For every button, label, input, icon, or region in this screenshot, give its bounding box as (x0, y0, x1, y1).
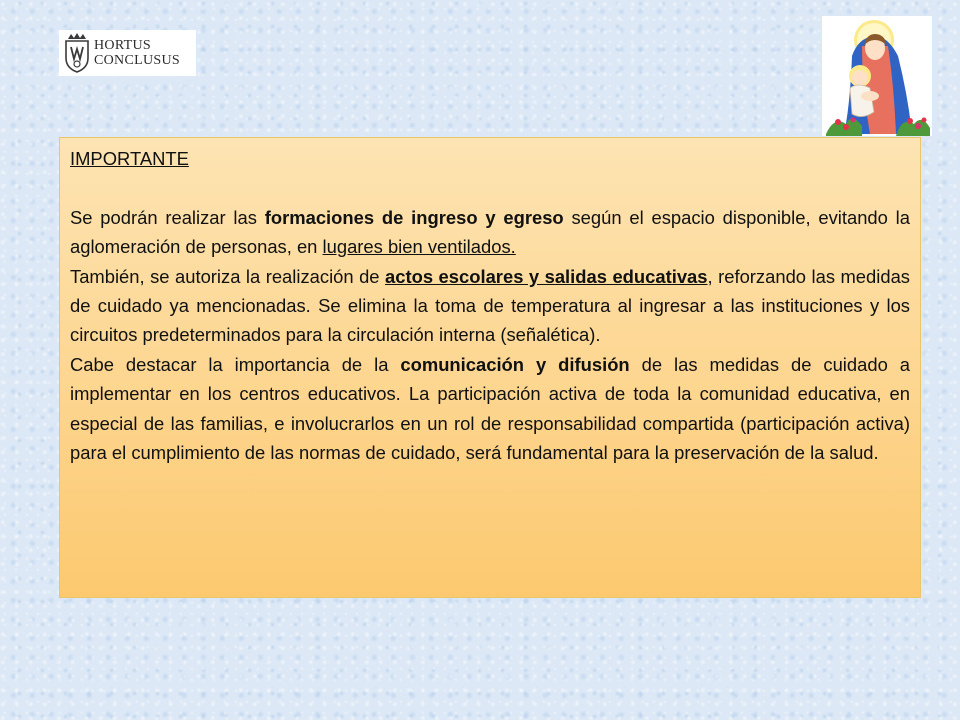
notice-heading: IMPORTANTE (70, 148, 189, 169)
p1-text-1: Se podrán realizar las (70, 206, 265, 228)
madonna-and-child-illustration (822, 16, 932, 136)
p1-bold-1: formaciones de ingreso y egreso (264, 206, 564, 228)
logo-line-2: CONCLUSUS (94, 53, 180, 68)
p3-bold-1: comunicación y difusión (400, 353, 630, 375)
p3-text-2: de las medidas de cuidado a implementar en los centros educativos. La participación activa de toda la comunidad educativa, en especial de las familias, e involucrarlos en un rol de responsabilidad compartida (participación activa) para el cumplimiento de las normas de cuidado, será fundamental para la preservación de la salud. (70, 353, 910, 464)
notice-paragraph-1 (70, 203, 910, 262)
crest-icon (62, 32, 92, 74)
p1-underline-1: lugares bien ventilados. (322, 236, 516, 258)
logo-line-1: HORTUS (94, 38, 151, 53)
important-notice-box (59, 137, 921, 598)
p3-text-1: Cabe destacar la importancia de la (70, 353, 401, 375)
p2-bold-underline-1: actos escolares y salidas educativas (385, 265, 708, 287)
hortus-conclusus-logo (59, 30, 196, 76)
p1-text-2: según el espacio disponible, evitando la aglomeración de personas, en (70, 206, 910, 258)
notice-paragraph-2 (70, 262, 910, 350)
notice-paragraph-3 (70, 350, 910, 468)
p2-text-1: También, se autoriza la realización de (70, 265, 386, 287)
logo-wordmark (94, 38, 180, 68)
p2-text-2: , reforzando las medidas de cuidado ya mencionadas. Se elimina la toma de temperatura al ingresar a las instituciones y los circuitos predeterminados para la circulación interna (señalética). (70, 265, 911, 346)
